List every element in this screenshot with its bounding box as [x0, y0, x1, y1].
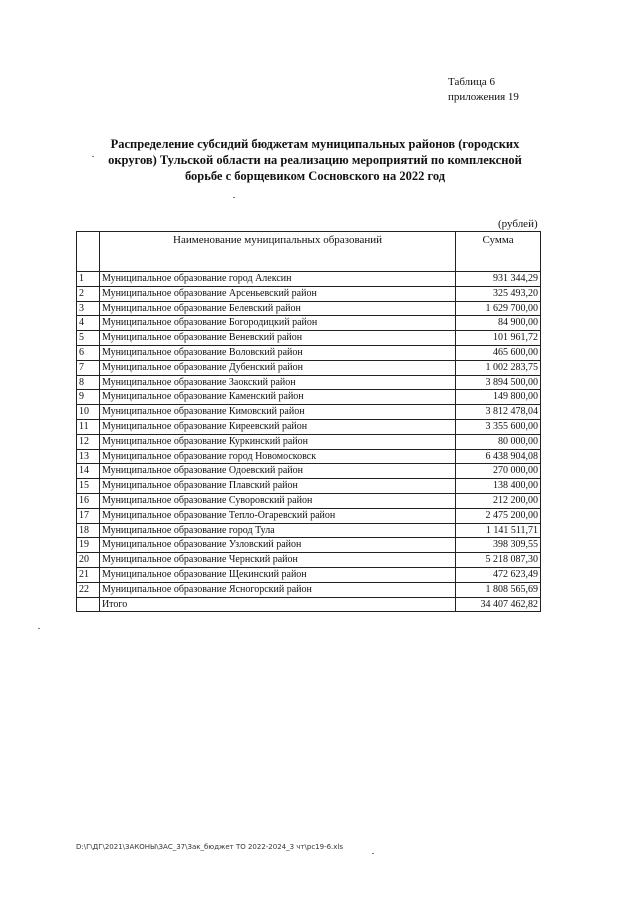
subsidy-sum: 3 812 478,04	[456, 405, 541, 420]
table-row	[77, 301, 541, 316]
municipality-name: Муниципальное образование Тепло-Огаревский район	[99, 508, 455, 523]
subsidy-sum: 325 493,20	[456, 286, 541, 301]
row-number: 7	[77, 360, 100, 375]
row-number: 15	[77, 479, 100, 494]
table-row	[77, 390, 541, 405]
row-number: 2	[77, 286, 100, 301]
total-sum: 34 407 462,82	[456, 597, 541, 612]
municipality-name: Муниципальное образование Веневский район	[99, 331, 455, 346]
total-row	[77, 597, 541, 612]
title-line3: борьбе с борщевиком Сосновского на 2022 год	[184, 169, 446, 183]
subsidy-sum: 6 438 904,08	[456, 449, 541, 464]
table-row	[77, 464, 541, 479]
subsidy-sum: 3 355 600,00	[456, 419, 541, 434]
municipality-name: Муниципальное образование Плавский район	[99, 479, 455, 494]
row-number: 5	[77, 331, 100, 346]
table-row	[77, 345, 541, 360]
table-row	[77, 582, 541, 597]
municipality-name: Муниципальное образование Заокский район	[99, 375, 455, 390]
table-row	[77, 553, 541, 568]
table-ref-line1: Таблица 6	[448, 76, 496, 88]
subsidy-sum: 212 200,00	[456, 493, 541, 508]
row-number: 6	[77, 345, 100, 360]
municipality-name: Муниципальное образование Арсеньевский район	[99, 286, 455, 301]
row-number: 16	[77, 493, 100, 508]
municipality-name: Муниципальное образование город Новомосковск	[99, 449, 455, 464]
table-row	[77, 479, 541, 494]
table-header-row	[77, 232, 541, 272]
subsidy-sum: 138 400,00	[456, 479, 541, 494]
municipality-name: Муниципальное образование Одоевский район	[99, 464, 455, 479]
row-number: 20	[77, 553, 100, 568]
table-row	[77, 419, 541, 434]
row-number: 21	[77, 567, 100, 582]
table-ref-line2: приложения 19	[448, 91, 519, 103]
scan-speck	[38, 628, 40, 629]
subsidy-sum: 472 623,49	[456, 567, 541, 582]
table-row	[77, 538, 541, 553]
row-number: 22	[77, 582, 100, 597]
table-row	[77, 272, 541, 287]
row-number: 9	[77, 390, 100, 405]
municipality-name: Муниципальное образование Белевский район	[99, 301, 455, 316]
municipality-name: Муниципальное образование город Тула	[99, 523, 455, 538]
header-num-cell	[77, 232, 100, 272]
subsidy-sum: 398 309,55	[456, 538, 541, 553]
table-row	[77, 331, 541, 346]
table-row	[77, 316, 541, 331]
title-line2: округов) Тульской области на реализацию мероприятий по комплексной	[108, 153, 522, 167]
row-number: 19	[77, 538, 100, 553]
subsidy-sum: 3 894 500,00	[456, 375, 541, 390]
table-row	[77, 360, 541, 375]
table-row	[77, 567, 541, 582]
municipality-name: Муниципальное образование Суворовский район	[99, 493, 455, 508]
subsidy-sum: 931 344,29	[456, 272, 541, 287]
subsidy-sum: 149 800,00	[456, 390, 541, 405]
scan-speck	[233, 197, 235, 198]
municipality-name: Муниципальное образование Киреевский район	[99, 419, 455, 434]
table-reference	[448, 75, 519, 105]
subsidy-sum: 5 218 087,30	[456, 553, 541, 568]
total-num-cell	[77, 597, 100, 612]
table-row	[77, 286, 541, 301]
subsidy-sum: 101 961,72	[456, 331, 541, 346]
row-number: 13	[77, 449, 100, 464]
units-label: (рублей)	[498, 218, 538, 230]
table-row	[77, 523, 541, 538]
title-line1: Распределение субсидий бюджетам муниципальных районов (городских	[110, 137, 520, 151]
municipality-name: Муниципальное образование Кимовский район	[99, 405, 455, 420]
subsidy-sum: 1 629 700,00	[456, 301, 541, 316]
row-number: 4	[77, 316, 100, 331]
subsidy-sum: 465 600,00	[456, 345, 541, 360]
table-row	[77, 375, 541, 390]
subsidy-sum: 84 900,00	[456, 316, 541, 331]
table-row	[77, 508, 541, 523]
row-number: 18	[77, 523, 100, 538]
subsidy-sum: 1 808 565,69	[456, 582, 541, 597]
municipality-name: Муниципальное образование Ясногорский район	[99, 582, 455, 597]
municipality-name: Муниципальное образование Щекинский район	[99, 567, 455, 582]
municipality-name: Муниципальное образование город Алексин	[99, 272, 455, 287]
subsidy-sum: 270 000,00	[456, 464, 541, 479]
subsidy-sum: 1 141 511,71	[456, 523, 541, 538]
row-number: 17	[77, 508, 100, 523]
municipality-name: Муниципальное образование Куркинский район	[99, 434, 455, 449]
subsidy-sum: 2 475 200,00	[456, 508, 541, 523]
municipality-name: Муниципальное образование Чернский район	[99, 553, 455, 568]
municipality-name: Муниципальное образование Узловский район	[99, 538, 455, 553]
municipality-name: Муниципальное образование Богородицкий район	[99, 316, 455, 331]
subsidy-table	[76, 231, 541, 612]
header-name-cell: Наименование муниципальных образований	[99, 232, 455, 272]
total-label: Итого	[99, 597, 455, 612]
subsidy-sum: 80 000,00	[456, 434, 541, 449]
table-row	[77, 434, 541, 449]
row-number: 8	[77, 375, 100, 390]
document-title	[80, 136, 550, 184]
municipality-name: Муниципальное образование Дубенский район	[99, 360, 455, 375]
row-number: 3	[77, 301, 100, 316]
row-number: 10	[77, 405, 100, 420]
table-row	[77, 493, 541, 508]
header-sum-cell: Сумма	[456, 232, 541, 272]
subsidy-sum: 1 002 283,75	[456, 360, 541, 375]
file-path-footer: D:\Г\ДГ\2021\ЗАКОНЫ\ЗАС_37\Зак_бюджет ТО 2022-2024_3 чт\рс19-6.xls	[76, 843, 344, 851]
municipality-name: Муниципальное образование Каменский район	[99, 390, 455, 405]
scan-speck	[372, 853, 374, 854]
row-number: 12	[77, 434, 100, 449]
row-number: 14	[77, 464, 100, 479]
table-row	[77, 449, 541, 464]
municipality-name: Муниципальное образование Воловский район	[99, 345, 455, 360]
table-row	[77, 405, 541, 420]
row-number: 1	[77, 272, 100, 287]
row-number: 11	[77, 419, 100, 434]
scan-speck	[92, 156, 94, 157]
table-body	[77, 272, 541, 598]
